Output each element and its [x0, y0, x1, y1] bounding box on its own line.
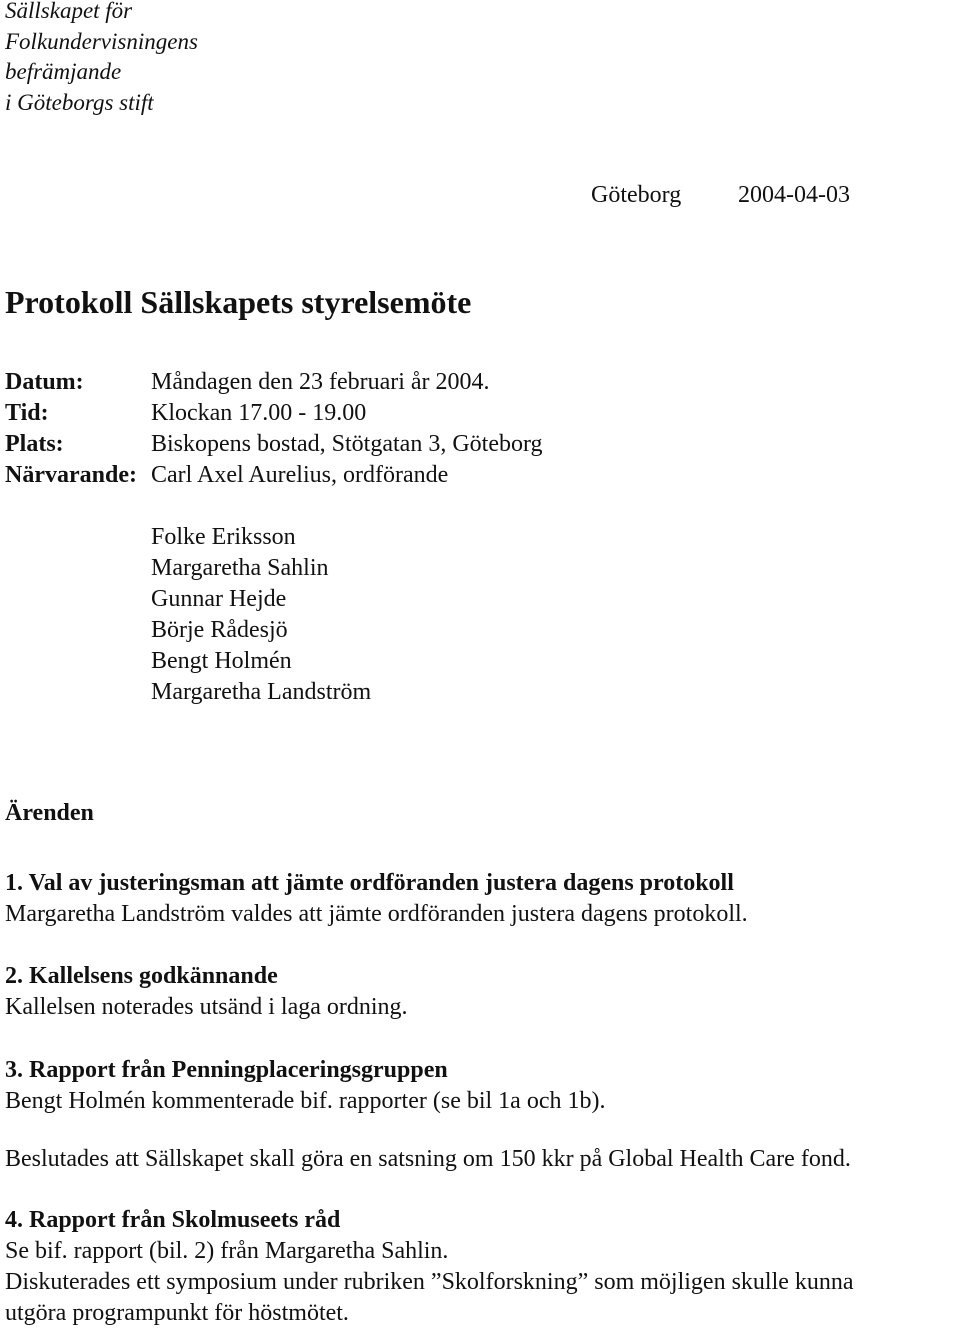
agenda-item-text: Bengt Holmén kommenterade bif. rapporter (se bil 1a och 1b).	[5, 1088, 606, 1114]
organization-line: Sällskapet för	[5, 0, 133, 23]
organization-name	[5, 0, 198, 118]
time-value: Klockan 17.00 - 19.00	[151, 400, 367, 426]
agenda-item-text: Se bif. rapport (bil. 2) från Margaretha Sahlin.	[5, 1238, 449, 1264]
place-label: Plats:	[5, 431, 64, 457]
date-row	[5, 367, 705, 398]
present-value: Carl Axel Aurelius, ordförande	[151, 462, 449, 488]
present-label: Närvarande:	[5, 462, 137, 488]
attendee: Börje Rådesjö	[151, 617, 288, 643]
agenda-heading: Ärenden	[5, 800, 94, 826]
agenda-item-text: Margaretha Landström valdes att jämte ordföranden justera dagens protokoll.	[5, 901, 748, 927]
attendee: Folke Eriksson	[151, 524, 296, 550]
attendee: Bengt Holmén	[151, 648, 292, 674]
agenda-item-heading: 3. Rapport från Penningplaceringsgruppen	[5, 1057, 448, 1083]
organization-line: befrämjande	[5, 59, 122, 84]
time-row	[5, 398, 705, 429]
present-row	[5, 460, 705, 491]
agenda-item	[5, 1055, 605, 1117]
agenda-item-heading: 4. Rapport från Skolmuseets råd	[5, 1207, 341, 1233]
organization-line: i Göteborgs stift	[5, 89, 154, 115]
document-title: Protokoll Sällskapets styrelsemöte	[5, 284, 472, 320]
time-label: Tid:	[5, 400, 49, 426]
attendee: Margaretha Sahlin	[151, 555, 329, 581]
discussion-line: Diskuterades ett symposium under rubriken ”Skolforskning” som möjligen skulle kunna	[5, 1269, 854, 1295]
city: Göteborg	[591, 182, 682, 208]
document-date: 2004-04-03	[738, 182, 850, 208]
place-row	[5, 429, 705, 460]
agenda-item-text: Kallelsen noterades utsänd i laga ordning.	[5, 994, 408, 1020]
place-value: Biskopens bostad, Stötgatan 3, Göteborg	[151, 431, 543, 457]
agenda-item-heading: 1. Val av justeringsman att jämte ordföranden justera dagens protokoll	[5, 870, 734, 896]
agenda-item-heading: 2. Kallelsens godkännande	[5, 963, 278, 989]
attendee-list	[151, 522, 371, 708]
date-label: Datum:	[5, 369, 84, 395]
decision-paragraph: Beslutades att Sällskapet skall göra en satsning om 150 kkr på Global Health Care fond.	[5, 1146, 851, 1172]
attendee: Margaretha Landström	[151, 679, 372, 705]
agenda-item	[5, 868, 748, 930]
attendee: Gunnar Hejde	[151, 586, 287, 612]
agenda-item	[5, 961, 408, 1023]
agenda-item	[5, 1205, 854, 1329]
meeting-details	[5, 367, 705, 491]
date-value: Måndagen den 23 februari år 2004.	[151, 369, 490, 395]
organization-line: Folkundervisningens	[5, 28, 198, 54]
discussion-line: utgöra programpunkt för höstmötet.	[5, 1300, 349, 1326]
